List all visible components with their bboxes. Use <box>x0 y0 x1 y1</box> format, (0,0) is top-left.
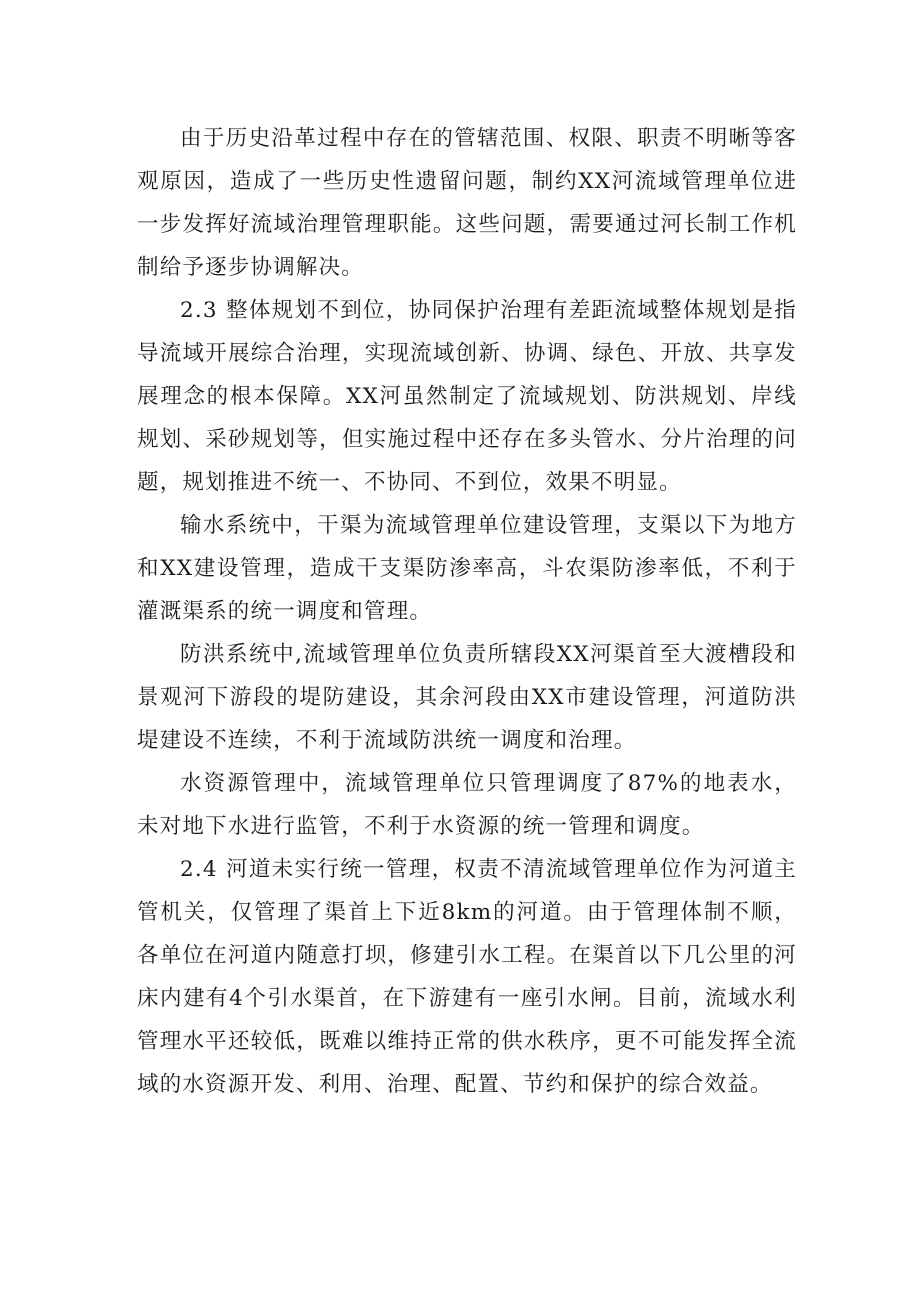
paragraph-water-resources: 水资源管理中，流域管理单位只管理调度了87%的地表水，未对地下水进行监管，不利于水资源的统一管理和调度。 <box>137 771 797 839</box>
document-body <box>137 117 797 1106</box>
paragraph-water-delivery: 输水系统中，干渠为流域管理单位建设管理，支渠以下为地方和XX建设管理，造成干支渠防渗率高，斗农渠防渗率低，不利于灌溉渠系的统一调度和管理。 <box>137 513 797 624</box>
paragraph-history-issues: 由于历史沿革过程中存在的管辖范围、权限、职责不明晰等客观原因，造成了一些历史性遗留问题，制约XX河流域管理单位进一步发挥好流域治理管理职能。这些问题，需要通过河长制工作机制给予逐步协调解决。 <box>137 126 797 280</box>
paragraph-flood-control: 防洪系统中,流域管理单位负责所辖段XX河渠首至大渡槽段和景观河下游段的堤防建设，其余河段由XX市建设管理，河道防洪堤建设不连续，不利于流域防洪统一调度和治理。 <box>137 642 797 753</box>
paragraph-section-2-4: 2.4 河道未实行统一管理，权责不清流域管理单位作为河道主管机关，仅管理了渠首上下近8km的河道。由于管理体制不顺，各单位在河道内随意打坝，修建引水工程。在渠首以下几公里的河床内建有4个引水渠首，在下游建有一座引水闸。目前，流域水利管理水平还较低，既难以维持正常的供水秩序，更不可能发挥全流域的水资源开发、利用、治理、配置、节约和保护的综合效益。 <box>137 857 797 1097</box>
paragraph-section-2-3: 2.3 整体规划不到位，协同保护治理有差距流域整体规划是指导流域开展综合治理，实现流域创新、协调、绿色、开放、共享发展理念的根本保障。XX河虽然制定了流域规划、防洪规划、岸线规划、采砂规划等，但实施过程中还存在多头管水、分片治理的问题，规划推进不统一、不协同、不到位，效果不明显。 <box>137 298 797 495</box>
